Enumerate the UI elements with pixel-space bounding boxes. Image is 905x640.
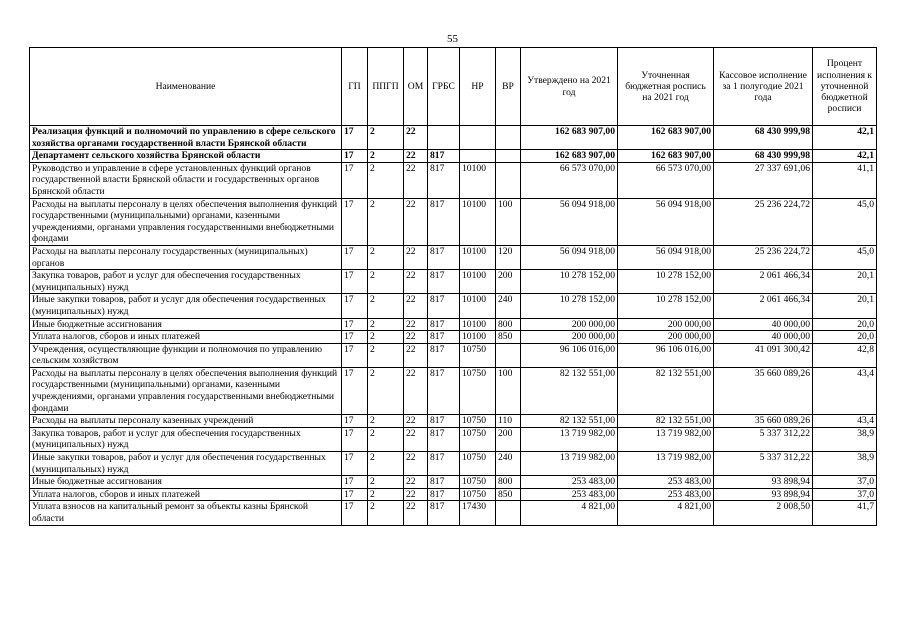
cell-approved: 13 719 982,00 [521, 427, 618, 451]
cell-name: Расходы на выплаты персоналу государственных (муниципальных) органов [30, 245, 342, 269]
cell-approved: 162 683 907,00 [521, 150, 618, 163]
table-row [30, 162, 877, 198]
cell-gp: 17 [342, 501, 368, 525]
cell-np: 10750 [460, 476, 496, 489]
cell-ppgp: 2 [368, 343, 404, 367]
cell-grbs: 817 [428, 488, 460, 501]
cell-cash: 93 898,94 [714, 488, 813, 501]
cell-om: 22 [404, 476, 428, 489]
cell-approved: 253 483,00 [521, 488, 618, 501]
cell-gp: 17 [342, 331, 368, 344]
cell-gp: 17 [342, 343, 368, 367]
cell-percent: 45,0 [813, 245, 877, 269]
cell-gp: 17 [342, 367, 368, 414]
cell-gp: 17 [342, 245, 368, 269]
cell-np [460, 126, 496, 150]
cell-refined: 162 683 907,00 [618, 150, 714, 163]
cell-ppgp: 2 [368, 415, 404, 428]
cell-approved: 10 278 152,00 [521, 270, 618, 294]
cell-om: 22 [404, 150, 428, 163]
cell-refined: 66 573 070,00 [618, 162, 714, 198]
cell-om: 22 [404, 318, 428, 331]
cell-percent: 20,0 [813, 331, 877, 344]
cell-refined: 253 483,00 [618, 476, 714, 489]
cell-np: 10750 [460, 427, 496, 451]
cell-ppgp: 2 [368, 488, 404, 501]
cell-grbs: 817 [428, 331, 460, 344]
cell-vr: 200 [496, 427, 521, 451]
cell-ppgp: 2 [368, 294, 404, 318]
cell-approved: 82 132 551,00 [521, 415, 618, 428]
cell-np: 17430 [460, 501, 496, 525]
cell-vr: 800 [496, 318, 521, 331]
cell-vr: 100 [496, 198, 521, 245]
cell-refined: 200 000,00 [618, 331, 714, 344]
cell-cash: 68 430 999,98 [714, 126, 813, 150]
table-row [30, 150, 877, 163]
cell-om: 22 [404, 415, 428, 428]
cell-np: 10750 [460, 452, 496, 476]
cell-vr: 200 [496, 270, 521, 294]
cell-ppgp: 2 [368, 318, 404, 331]
cell-cash: 2 008,50 [714, 501, 813, 525]
cell-gp: 17 [342, 318, 368, 331]
cell-np: 10750 [460, 367, 496, 414]
cell-gp: 17 [342, 126, 368, 150]
cell-vr [496, 126, 521, 150]
cell-vr: 850 [496, 488, 521, 501]
cell-grbs: 817 [428, 452, 460, 476]
cell-grbs: 817 [428, 162, 460, 198]
cell-vr: 850 [496, 331, 521, 344]
cell-ppgp: 2 [368, 126, 404, 150]
cell-np: 10100 [460, 162, 496, 198]
cell-om: 22 [404, 198, 428, 245]
cell-name: Иные бюджетные ассигнования [30, 318, 342, 331]
cell-om: 22 [404, 294, 428, 318]
cell-np: 10100 [460, 318, 496, 331]
cell-approved: 200 000,00 [521, 318, 618, 331]
cell-grbs: 817 [428, 270, 460, 294]
cell-cash: 2 061 466,34 [714, 294, 813, 318]
cell-cash: 41 091 300,42 [714, 343, 813, 367]
cell-name: Иные бюджетные ассигнования [30, 476, 342, 489]
cell-om: 22 [404, 270, 428, 294]
cell-refined: 82 132 551,00 [618, 415, 714, 428]
cell-percent: 42,1 [813, 150, 877, 163]
cell-name: Расходы на выплаты персоналу казенных учреждений [30, 415, 342, 428]
cell-ppgp: 2 [368, 270, 404, 294]
cell-refined: 96 106 016,00 [618, 343, 714, 367]
cell-approved: 4 821,00 [521, 501, 618, 525]
cell-grbs: 817 [428, 367, 460, 414]
cell-refined: 4 821,00 [618, 501, 714, 525]
header-om: ОМ [404, 48, 428, 126]
cell-percent: 38,9 [813, 452, 877, 476]
cell-percent: 43,4 [813, 367, 877, 414]
cell-ppgp: 2 [368, 476, 404, 489]
cell-om: 22 [404, 162, 428, 198]
cell-name: Реализация функций и полномочий по управлению в сфере сельского хозяйства органами государственной власти Брянской области [30, 126, 342, 150]
header-name: Наименование [30, 48, 342, 126]
cell-refined: 56 094 918,00 [618, 198, 714, 245]
header-ppgp: ППГП [368, 48, 404, 126]
cell-gp: 17 [342, 415, 368, 428]
cell-np: 10750 [460, 415, 496, 428]
cell-vr: 120 [496, 245, 521, 269]
cell-om: 22 [404, 331, 428, 344]
cell-gp: 17 [342, 476, 368, 489]
cell-approved: 162 683 907,00 [521, 126, 618, 150]
cell-name: Учреждения, осуществляющие функции и полномочия по управлению сельским хозяйством [30, 343, 342, 367]
cell-ppgp: 2 [368, 452, 404, 476]
cell-ppgp: 2 [368, 427, 404, 451]
cell-refined: 162 683 907,00 [618, 126, 714, 150]
cell-vr [496, 343, 521, 367]
cell-cash: 93 898,94 [714, 476, 813, 489]
cell-gp: 17 [342, 150, 368, 163]
table-row [30, 318, 877, 331]
table-row [30, 245, 877, 269]
cell-grbs: 817 [428, 343, 460, 367]
cell-cash: 35 660 089,26 [714, 415, 813, 428]
cell-name: Уплата налогов, сборов и иных платежей [30, 331, 342, 344]
table-body [30, 126, 877, 526]
cell-cash: 40 000,00 [714, 318, 813, 331]
cell-refined: 10 278 152,00 [618, 270, 714, 294]
cell-name: Расходы на выплаты персоналу в целях обеспечения выполнения функций государственными (муниципальными) органами, казенными учреждениями, органами управления государственными внебюджетными фондами [30, 367, 342, 414]
cell-ppgp: 2 [368, 367, 404, 414]
cell-approved: 66 573 070,00 [521, 162, 618, 198]
header-grbs: ГРБС [428, 48, 460, 126]
cell-approved: 13 719 982,00 [521, 452, 618, 476]
cell-refined: 56 094 918,00 [618, 245, 714, 269]
cell-vr: 100 [496, 367, 521, 414]
cell-approved: 96 106 016,00 [521, 343, 618, 367]
cell-refined: 13 719 982,00 [618, 427, 714, 451]
cell-cash: 25 236 224,72 [714, 198, 813, 245]
cell-approved: 56 094 918,00 [521, 245, 618, 269]
table-row [30, 501, 877, 525]
cell-cash: 35 660 089,26 [714, 367, 813, 414]
cell-percent: 41,1 [813, 162, 877, 198]
cell-cash: 68 430 999,98 [714, 150, 813, 163]
cell-vr: 110 [496, 415, 521, 428]
cell-approved: 253 483,00 [521, 476, 618, 489]
cell-grbs: 817 [428, 501, 460, 525]
cell-grbs: 817 [428, 294, 460, 318]
cell-percent: 42,8 [813, 343, 877, 367]
cell-percent: 43,4 [813, 415, 877, 428]
cell-approved: 200 000,00 [521, 331, 618, 344]
cell-gp: 17 [342, 198, 368, 245]
cell-np: 10100 [460, 294, 496, 318]
cell-om: 22 [404, 126, 428, 150]
cell-np: 10100 [460, 245, 496, 269]
header-percent: Процент исполнения к уточненной бюджетной росписи [813, 48, 877, 126]
cell-vr [496, 501, 521, 525]
cell-ppgp: 2 [368, 150, 404, 163]
cell-grbs: 817 [428, 476, 460, 489]
cell-om: 22 [404, 488, 428, 501]
cell-percent: 37,0 [813, 488, 877, 501]
cell-gp: 17 [342, 488, 368, 501]
cell-om: 22 [404, 343, 428, 367]
cell-np [460, 150, 496, 163]
cell-cash: 5 337 312,22 [714, 452, 813, 476]
cell-cash: 25 236 224,72 [714, 245, 813, 269]
header-np: НР [460, 48, 496, 126]
cell-name: Руководство и управление в сфере установленных функций органов государственной власти Брянской области и государственных органов Брянской области [30, 162, 342, 198]
cell-gp: 17 [342, 427, 368, 451]
table-row [30, 427, 877, 451]
cell-cash: 2 061 466,34 [714, 270, 813, 294]
header-cash: Кассовое исполнение за 1 полугодие 2021 года [714, 48, 813, 126]
cell-name: Уплата взносов на капитальный ремонт за объекты казны Брянской области [30, 501, 342, 525]
header-vr: ВР [496, 48, 521, 126]
cell-np: 10100 [460, 270, 496, 294]
cell-name: Иные закупки товаров, работ и услуг для обеспечения государственных (муниципальных) нужд [30, 294, 342, 318]
table-row [30, 331, 877, 344]
cell-om: 22 [404, 501, 428, 525]
table-row [30, 198, 877, 245]
cell-np: 10750 [460, 488, 496, 501]
cell-percent: 20,1 [813, 270, 877, 294]
cell-grbs: 817 [428, 427, 460, 451]
cell-om: 22 [404, 245, 428, 269]
cell-om: 22 [404, 427, 428, 451]
cell-percent: 41,7 [813, 501, 877, 525]
cell-gp: 17 [342, 452, 368, 476]
cell-np: 10750 [460, 343, 496, 367]
cell-cash: 27 337 691,06 [714, 162, 813, 198]
cell-approved: 56 094 918,00 [521, 198, 618, 245]
cell-ppgp: 2 [368, 198, 404, 245]
table-row [30, 270, 877, 294]
cell-refined: 253 483,00 [618, 488, 714, 501]
cell-approved: 10 278 152,00 [521, 294, 618, 318]
header-refined: Уточненная бюджетная роспись на 2021 год [618, 48, 714, 126]
cell-grbs: 817 [428, 318, 460, 331]
cell-percent: 37,0 [813, 476, 877, 489]
table-row [30, 476, 877, 489]
cell-name: Закупка товаров, работ и услуг для обеспечения государственных (муниципальных) нужд [30, 427, 342, 451]
budget-table [29, 47, 877, 526]
cell-name: Расходы на выплаты персоналу в целях обеспечения выполнения функций государственными (муниципальными) органами, казенными учреждениями, органами управления государственными внебюджетными фондами [30, 198, 342, 245]
cell-vr: 800 [496, 476, 521, 489]
cell-grbs: 817 [428, 245, 460, 269]
cell-gp: 17 [342, 270, 368, 294]
cell-ppgp: 2 [368, 331, 404, 344]
cell-percent: 20,1 [813, 294, 877, 318]
cell-name: Уплата налогов, сборов и иных платежей [30, 488, 342, 501]
cell-name: Иные закупки товаров, работ и услуг для обеспечения государственных (муниципальных) нужд [30, 452, 342, 476]
cell-ppgp: 2 [368, 501, 404, 525]
cell-vr: 240 [496, 294, 521, 318]
cell-refined: 10 278 152,00 [618, 294, 714, 318]
table-row [30, 294, 877, 318]
cell-om: 22 [404, 367, 428, 414]
table-row [30, 367, 877, 414]
cell-grbs: 817 [428, 198, 460, 245]
cell-approved: 82 132 551,00 [521, 367, 618, 414]
cell-percent: 45,0 [813, 198, 877, 245]
cell-refined: 13 719 982,00 [618, 452, 714, 476]
cell-cash: 5 337 312,22 [714, 427, 813, 451]
page-number: 55 [447, 33, 458, 45]
cell-cash: 40 000,00 [714, 331, 813, 344]
cell-percent: 42,1 [813, 126, 877, 150]
cell-name: Закупка товаров, работ и услуг для обеспечения государственных (муниципальных) нужд [30, 270, 342, 294]
cell-vr: 240 [496, 452, 521, 476]
cell-gp: 17 [342, 294, 368, 318]
cell-ppgp: 2 [368, 245, 404, 269]
header-row [30, 48, 877, 126]
header-approved: Утверждено на 2021 год [521, 48, 618, 126]
cell-grbs: 817 [428, 415, 460, 428]
table-row [30, 126, 877, 150]
cell-np: 10100 [460, 198, 496, 245]
cell-refined: 82 132 551,00 [618, 367, 714, 414]
cell-np: 10100 [460, 331, 496, 344]
cell-vr [496, 162, 521, 198]
table-row [30, 452, 877, 476]
cell-name: Департамент сельского хозяйства Брянской области [30, 150, 342, 163]
cell-om: 22 [404, 452, 428, 476]
cell-grbs [428, 126, 460, 150]
header-gp: ГП [342, 48, 368, 126]
cell-percent: 20,0 [813, 318, 877, 331]
table-row [30, 488, 877, 501]
table-row [30, 415, 877, 428]
cell-percent: 38,9 [813, 427, 877, 451]
table-row [30, 343, 877, 367]
cell-grbs: 817 [428, 150, 460, 163]
cell-refined: 200 000,00 [618, 318, 714, 331]
cell-ppgp: 2 [368, 162, 404, 198]
cell-vr [496, 150, 521, 163]
cell-gp: 17 [342, 162, 368, 198]
